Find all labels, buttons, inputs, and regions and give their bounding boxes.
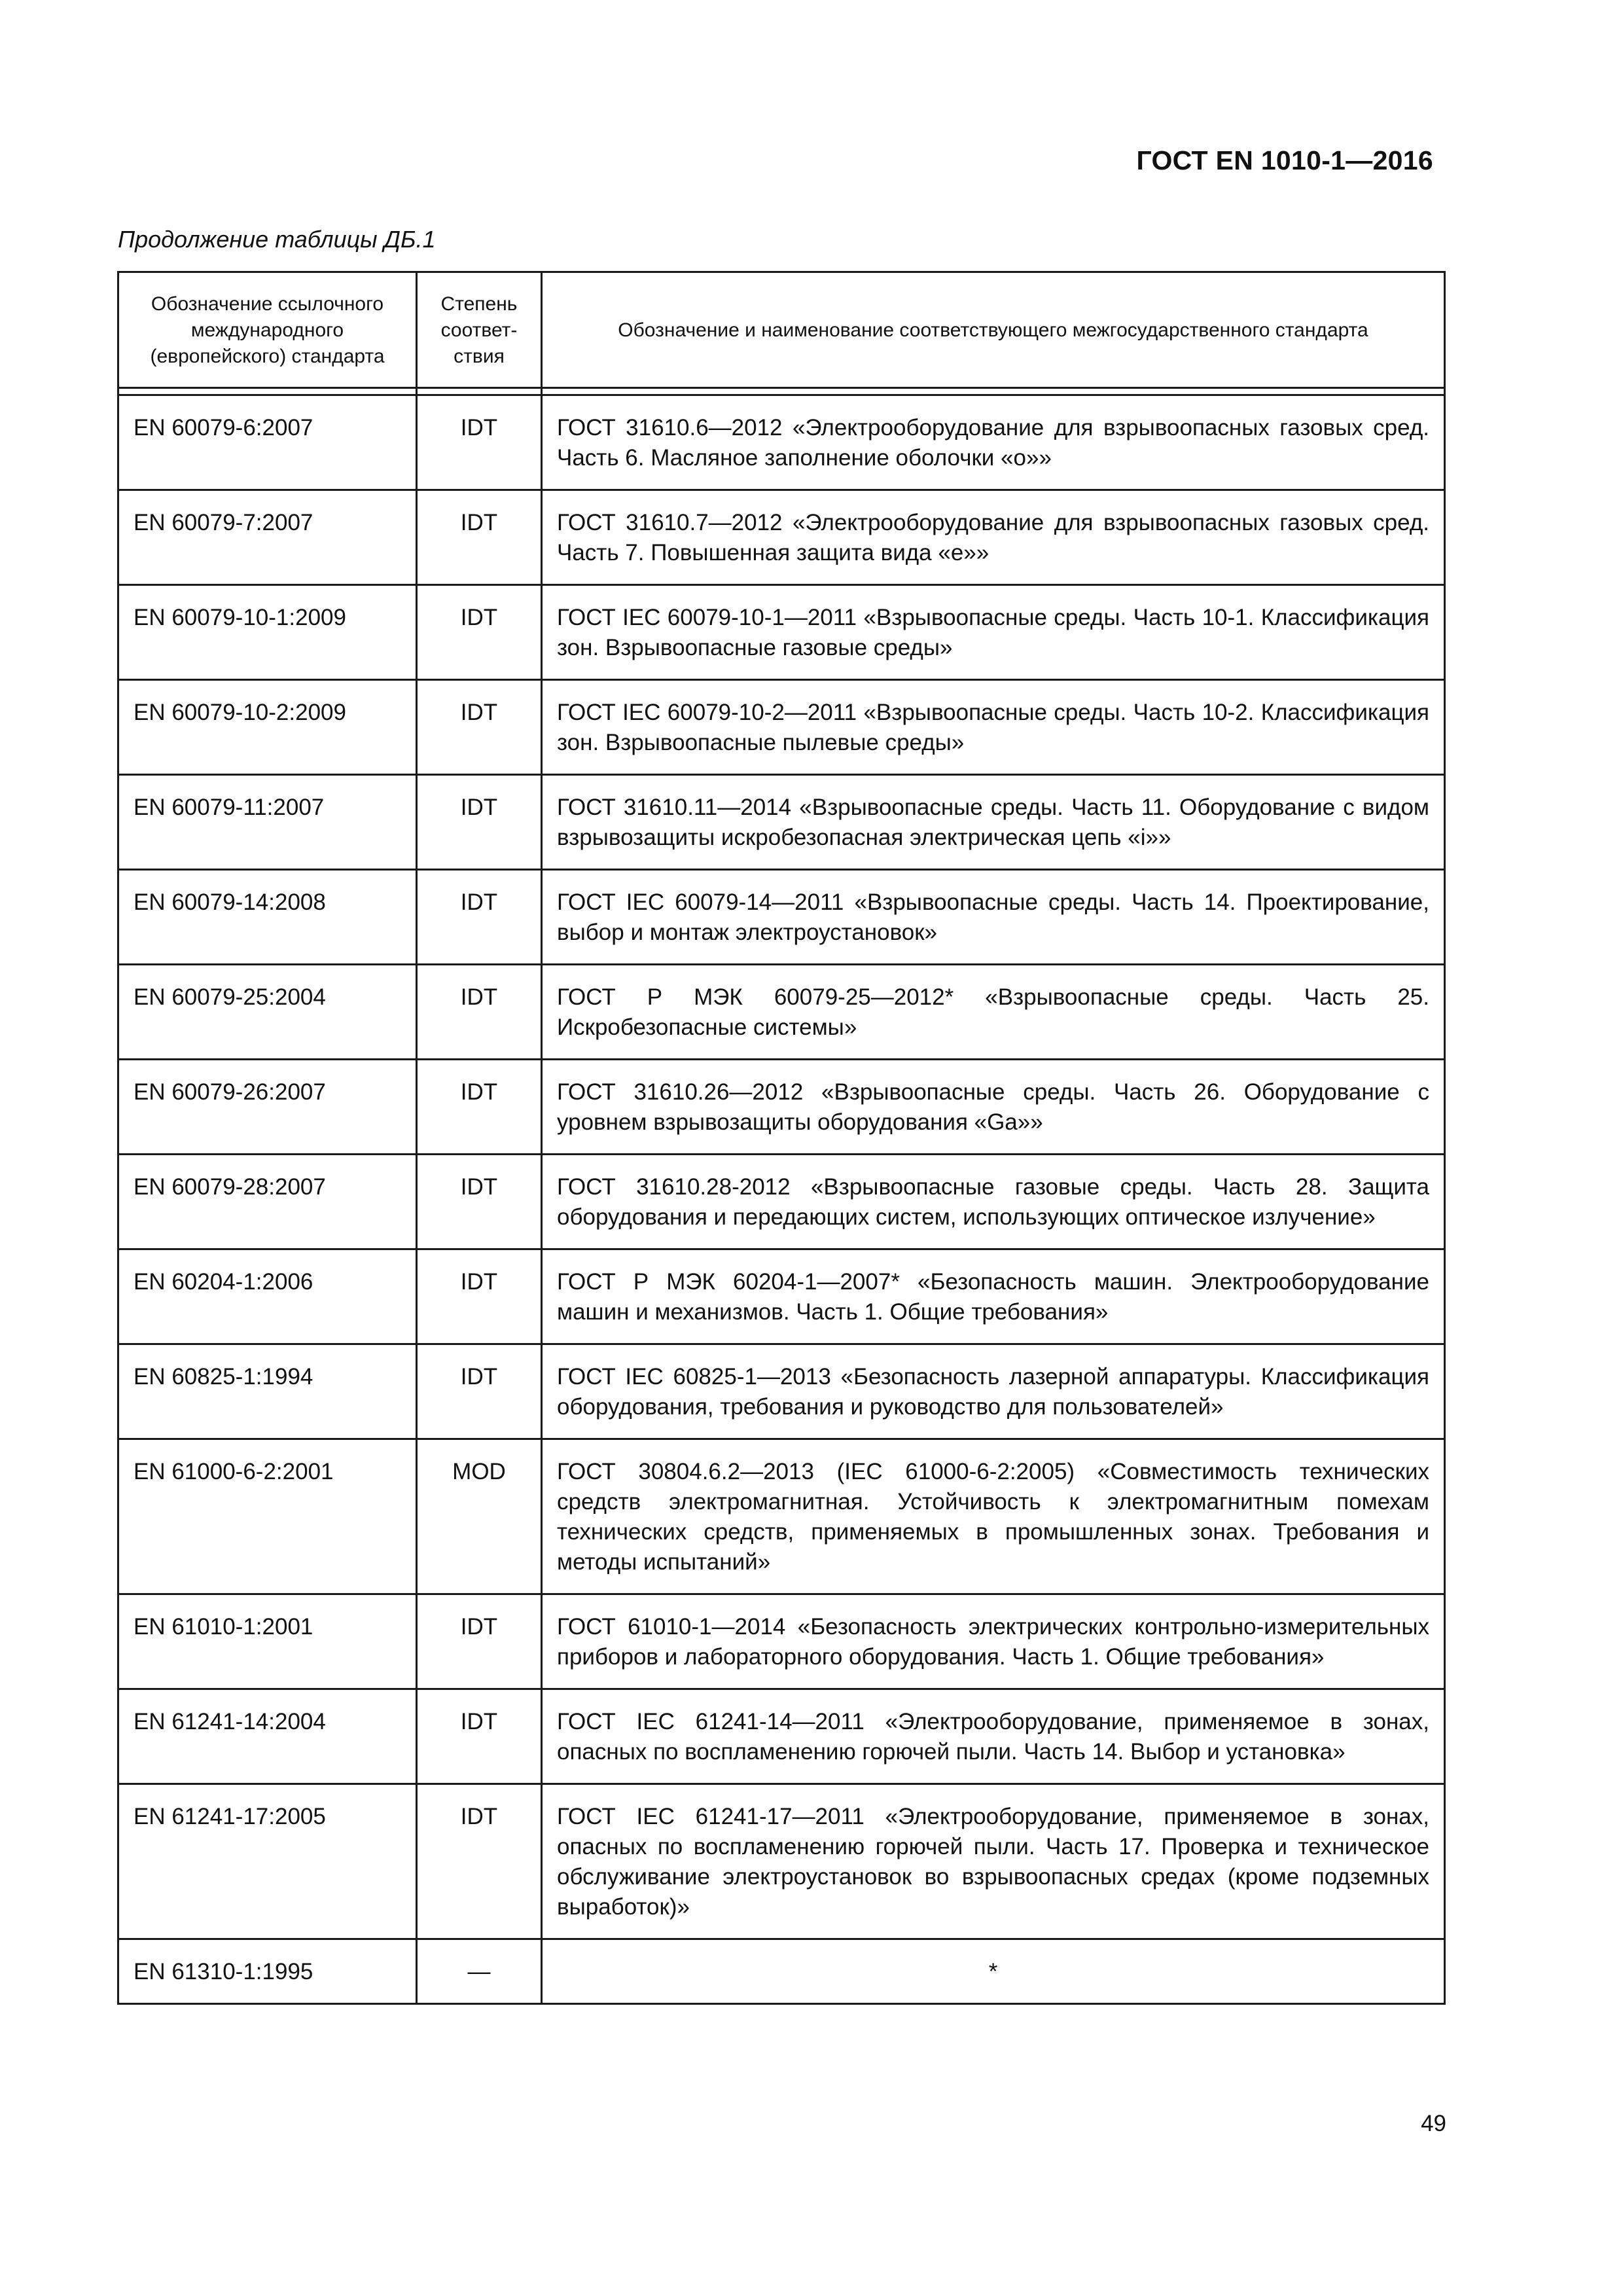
cell-interstate-standard: ГОСТ 31610.11—2014 «Взрывоопасные среды. Часть 11. Оборудование с видом взрывозащиты искробезопасная электрическая цепь «i»» [542,775,1445,870]
cell-interstate-standard: ГОСТ IEC 60825-1—2013 «Безопасность лазерной аппаратуры. Классификация оборудования, требования и руководство для пользователей» [542,1344,1445,1439]
table-row [118,680,1445,775]
cell-conformity-degree: IDT [417,1784,542,1939]
cell-interstate-standard: ГОСТ Р МЭК 60204-1—2007* «Безопасность машин. Электрооборудование машин и механизмов. Часть 1. Общие требования» [542,1249,1445,1344]
cell-conformity-degree: IDT [417,1155,542,1249]
cell-standard-code: EN 60079-25:2004 [118,965,417,1060]
page-number: 49 [1421,2111,1446,2136]
table-row [118,1689,1445,1784]
cell-interstate-standard: ГОСТ 31610.7—2012 «Электрооборудование для взрывоопасных газовых сред. Часть 7. Повышенная защита вида «е»» [542,490,1445,585]
cell-conformity-degree: IDT [417,1249,542,1344]
cell-standard-code: EN 60079-28:2007 [118,1155,417,1249]
table-row [118,1155,1445,1249]
cell-conformity-degree: IDT [417,1689,542,1784]
column-header-code: Обозначение ссылочного международного (европейского) стандарта [118,272,417,388]
table-row [118,1344,1445,1439]
cell-standard-code: EN 61010-1:2001 [118,1594,417,1689]
cell-standard-code: EN 61241-17:2005 [118,1784,417,1939]
cell-conformity-degree: IDT [417,1060,542,1155]
header-separator [118,388,1445,395]
table-row [118,395,1445,490]
cell-conformity-degree: — [417,1939,542,2004]
table-row [118,1594,1445,1689]
cell-standard-code: EN 60079-10-2:2009 [118,680,417,775]
cell-interstate-standard: ГОСТ IEC 60079-14—2011 «Взрывоопасные среды. Часть 14. Проектирование, выбор и монтаж электроустановок» [542,870,1445,965]
table-continuation-caption: Продолжение таблицы ДБ.1 [118,226,436,253]
cell-standard-code: EN 60079-26:2007 [118,1060,417,1155]
cell-interstate-standard: ГОСТ 61010-1—2014 «Безопасность электрических контрольно-измерительных приборов и лабораторного оборудования. Часть 1. Общие требования» [542,1594,1445,1689]
table-row [118,965,1445,1060]
column-header-degree: Степень соответ-ствия [417,272,542,388]
cell-standard-code: EN 60825-1:1994 [118,1344,417,1439]
cell-interstate-standard: ГОСТ IEC 60079-10-1—2011 «Взрывоопасные среды. Часть 10-1. Классификация зон. Взрывоопасные газовые среды» [542,585,1445,680]
cell-conformity-degree: IDT [417,965,542,1060]
cell-standard-code: EN 60079-11:2007 [118,775,417,870]
table-row [118,775,1445,870]
cell-interstate-standard: ГОСТ 30804.6.2—2013 (IEC 61000-6-2:2005) «Совместимость технических средств электромагнитная. Устойчивость к электромагнитным помехам технических средств, применяемых в промышленных зонах. Требования и методы испытаний» [542,1439,1445,1594]
cell-interstate-standard: ГОСТ 31610.28-2012 «Взрывоопасные газовые среды. Часть 28. Защита оборудования и передающих систем, использующих оптическое излучение» [542,1155,1445,1249]
reference-standards-table [117,271,1446,2005]
column-header-title: Обозначение и наименование соответствующего межгосударственного стандарта [542,272,1445,388]
cell-conformity-degree: IDT [417,395,542,490]
cell-interstate-standard: * [542,1939,1445,2004]
cell-conformity-degree: IDT [417,680,542,775]
cell-standard-code: EN 60079-10-1:2009 [118,585,417,680]
cell-standard-code: EN 60204-1:2006 [118,1249,417,1344]
cell-conformity-degree: IDT [417,585,542,680]
table-header-row [118,272,1445,388]
table-row [118,870,1445,965]
cell-interstate-standard: ГОСТ IEC 61241-17—2011 «Электрооборудование, применяемое в зонах, опасных по воспламенению горючей пыли. Часть 17. Проверка и техническое обслуживание электроустановок во взрывоопасных средах (кроме подземных выработок)» [542,1784,1445,1939]
cell-standard-code: EN 60079-6:2007 [118,395,417,490]
cell-conformity-degree: IDT [417,490,542,585]
cell-standard-code: EN 61000-6-2:2001 [118,1439,417,1594]
cell-conformity-degree: MOD [417,1439,542,1594]
document-code: ГОСТ EN 1010-1—2016 [1136,145,1433,175]
table-row [118,1939,1445,2004]
cell-interstate-standard: ГОСТ IEC 61241-14—2011 «Электрооборудование, применяемое в зонах, опасных по воспламенению горючей пыли. Часть 14. Выбор и установка» [542,1689,1445,1784]
cell-standard-code: EN 60079-7:2007 [118,490,417,585]
table-row [118,585,1445,680]
cell-interstate-standard: ГОСТ 31610.26—2012 «Взрывоопасные среды. Часть 26. Оборудование с уровнем взрывозащиты оборудования «Ga»» [542,1060,1445,1155]
cell-standard-code: EN 61241-14:2004 [118,1689,417,1784]
table-row [118,1249,1445,1344]
cell-interstate-standard: ГОСТ IEC 60079-10-2—2011 «Взрывоопасные среды. Часть 10-2. Классификация зон. Взрывоопасные пылевые среды» [542,680,1445,775]
cell-conformity-degree: IDT [417,775,542,870]
cell-interstate-standard: ГОСТ Р МЭК 60079-25—2012* «Взрывоопасные среды. Часть 25. Искробезопасные системы» [542,965,1445,1060]
cell-conformity-degree: IDT [417,1594,542,1689]
cell-standard-code: EN 61310-1:1995 [118,1939,417,2004]
cell-interstate-standard: ГОСТ 31610.6—2012 «Электрооборудование для взрывоопасных газовых сред. Часть 6. Масляное заполнение оболочки «о»» [542,395,1445,490]
cell-standard-code: EN 60079-14:2008 [118,870,417,965]
cell-conformity-degree: IDT [417,1344,542,1439]
cell-conformity-degree: IDT [417,870,542,965]
table-row [118,1060,1445,1155]
table-row [118,490,1445,585]
table-row [118,1439,1445,1594]
table-row [118,1784,1445,1939]
